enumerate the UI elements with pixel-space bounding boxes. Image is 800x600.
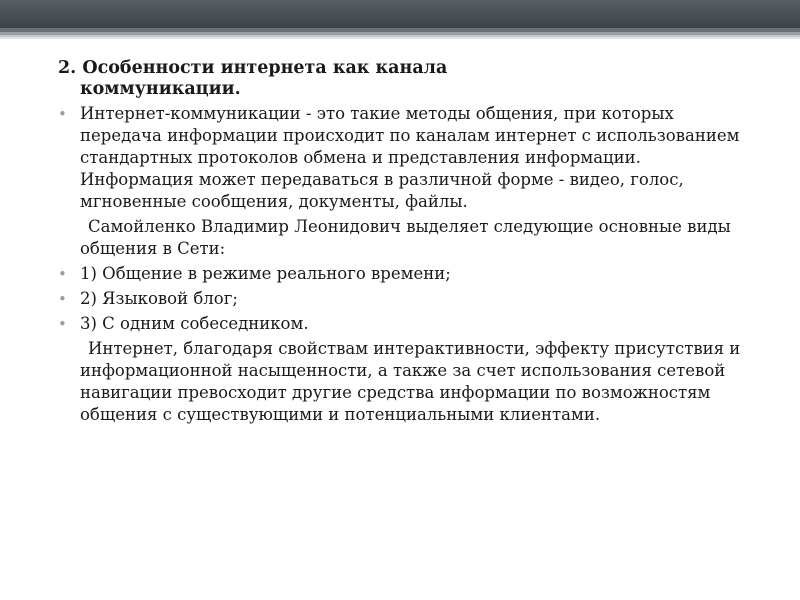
paragraph-text: Интернет, благодаря свойствам интерактивности, эффекту присутствия и информационной насыщенности, а также за счет использования сетевой навигации превосходит другие средства информации по возможностям общения с существующими и потенциальными клиентами. (80, 339, 741, 424)
bullet-item-definition (58, 103, 758, 213)
bullet-icon: • (58, 315, 67, 333)
title-line-2: коммуникации. (80, 79, 241, 99)
header-stripe (0, 37, 800, 39)
slide-title (58, 58, 758, 100)
bullet-text: Интернет-коммуникации - это такие методы общения, при которых передача информации происходит по каналам интернет с использованием стандартных протоколов обмена и представления информации. Информация может передаваться в различной форме - видео, голос, мгновенные сообщения, документы, файлы. (80, 104, 740, 211)
bullet-icon: • (58, 290, 67, 308)
paragraph-author (58, 216, 758, 260)
bullet-text: 3) С одним собеседником. (80, 314, 309, 333)
title-line-1: 2. Особенности интернета как канала (58, 58, 448, 78)
bullet-item-realtime (58, 263, 758, 285)
paragraph-text: Самойленко Владимир Леонидович выделяет следующие основные виды общения в Сети: (80, 217, 731, 258)
bullet-item-blog (58, 288, 758, 310)
slide-content (58, 58, 758, 429)
bullet-icon: • (58, 265, 67, 283)
paragraph-conclusion (58, 338, 758, 426)
bullet-icon: • (58, 105, 67, 123)
header-band (0, 0, 800, 28)
bullet-text: 2) Языковой блог; (80, 289, 238, 308)
bullet-text: 1) Общение в режиме реального времени; (80, 264, 451, 283)
bullet-item-one-partner (58, 313, 758, 335)
